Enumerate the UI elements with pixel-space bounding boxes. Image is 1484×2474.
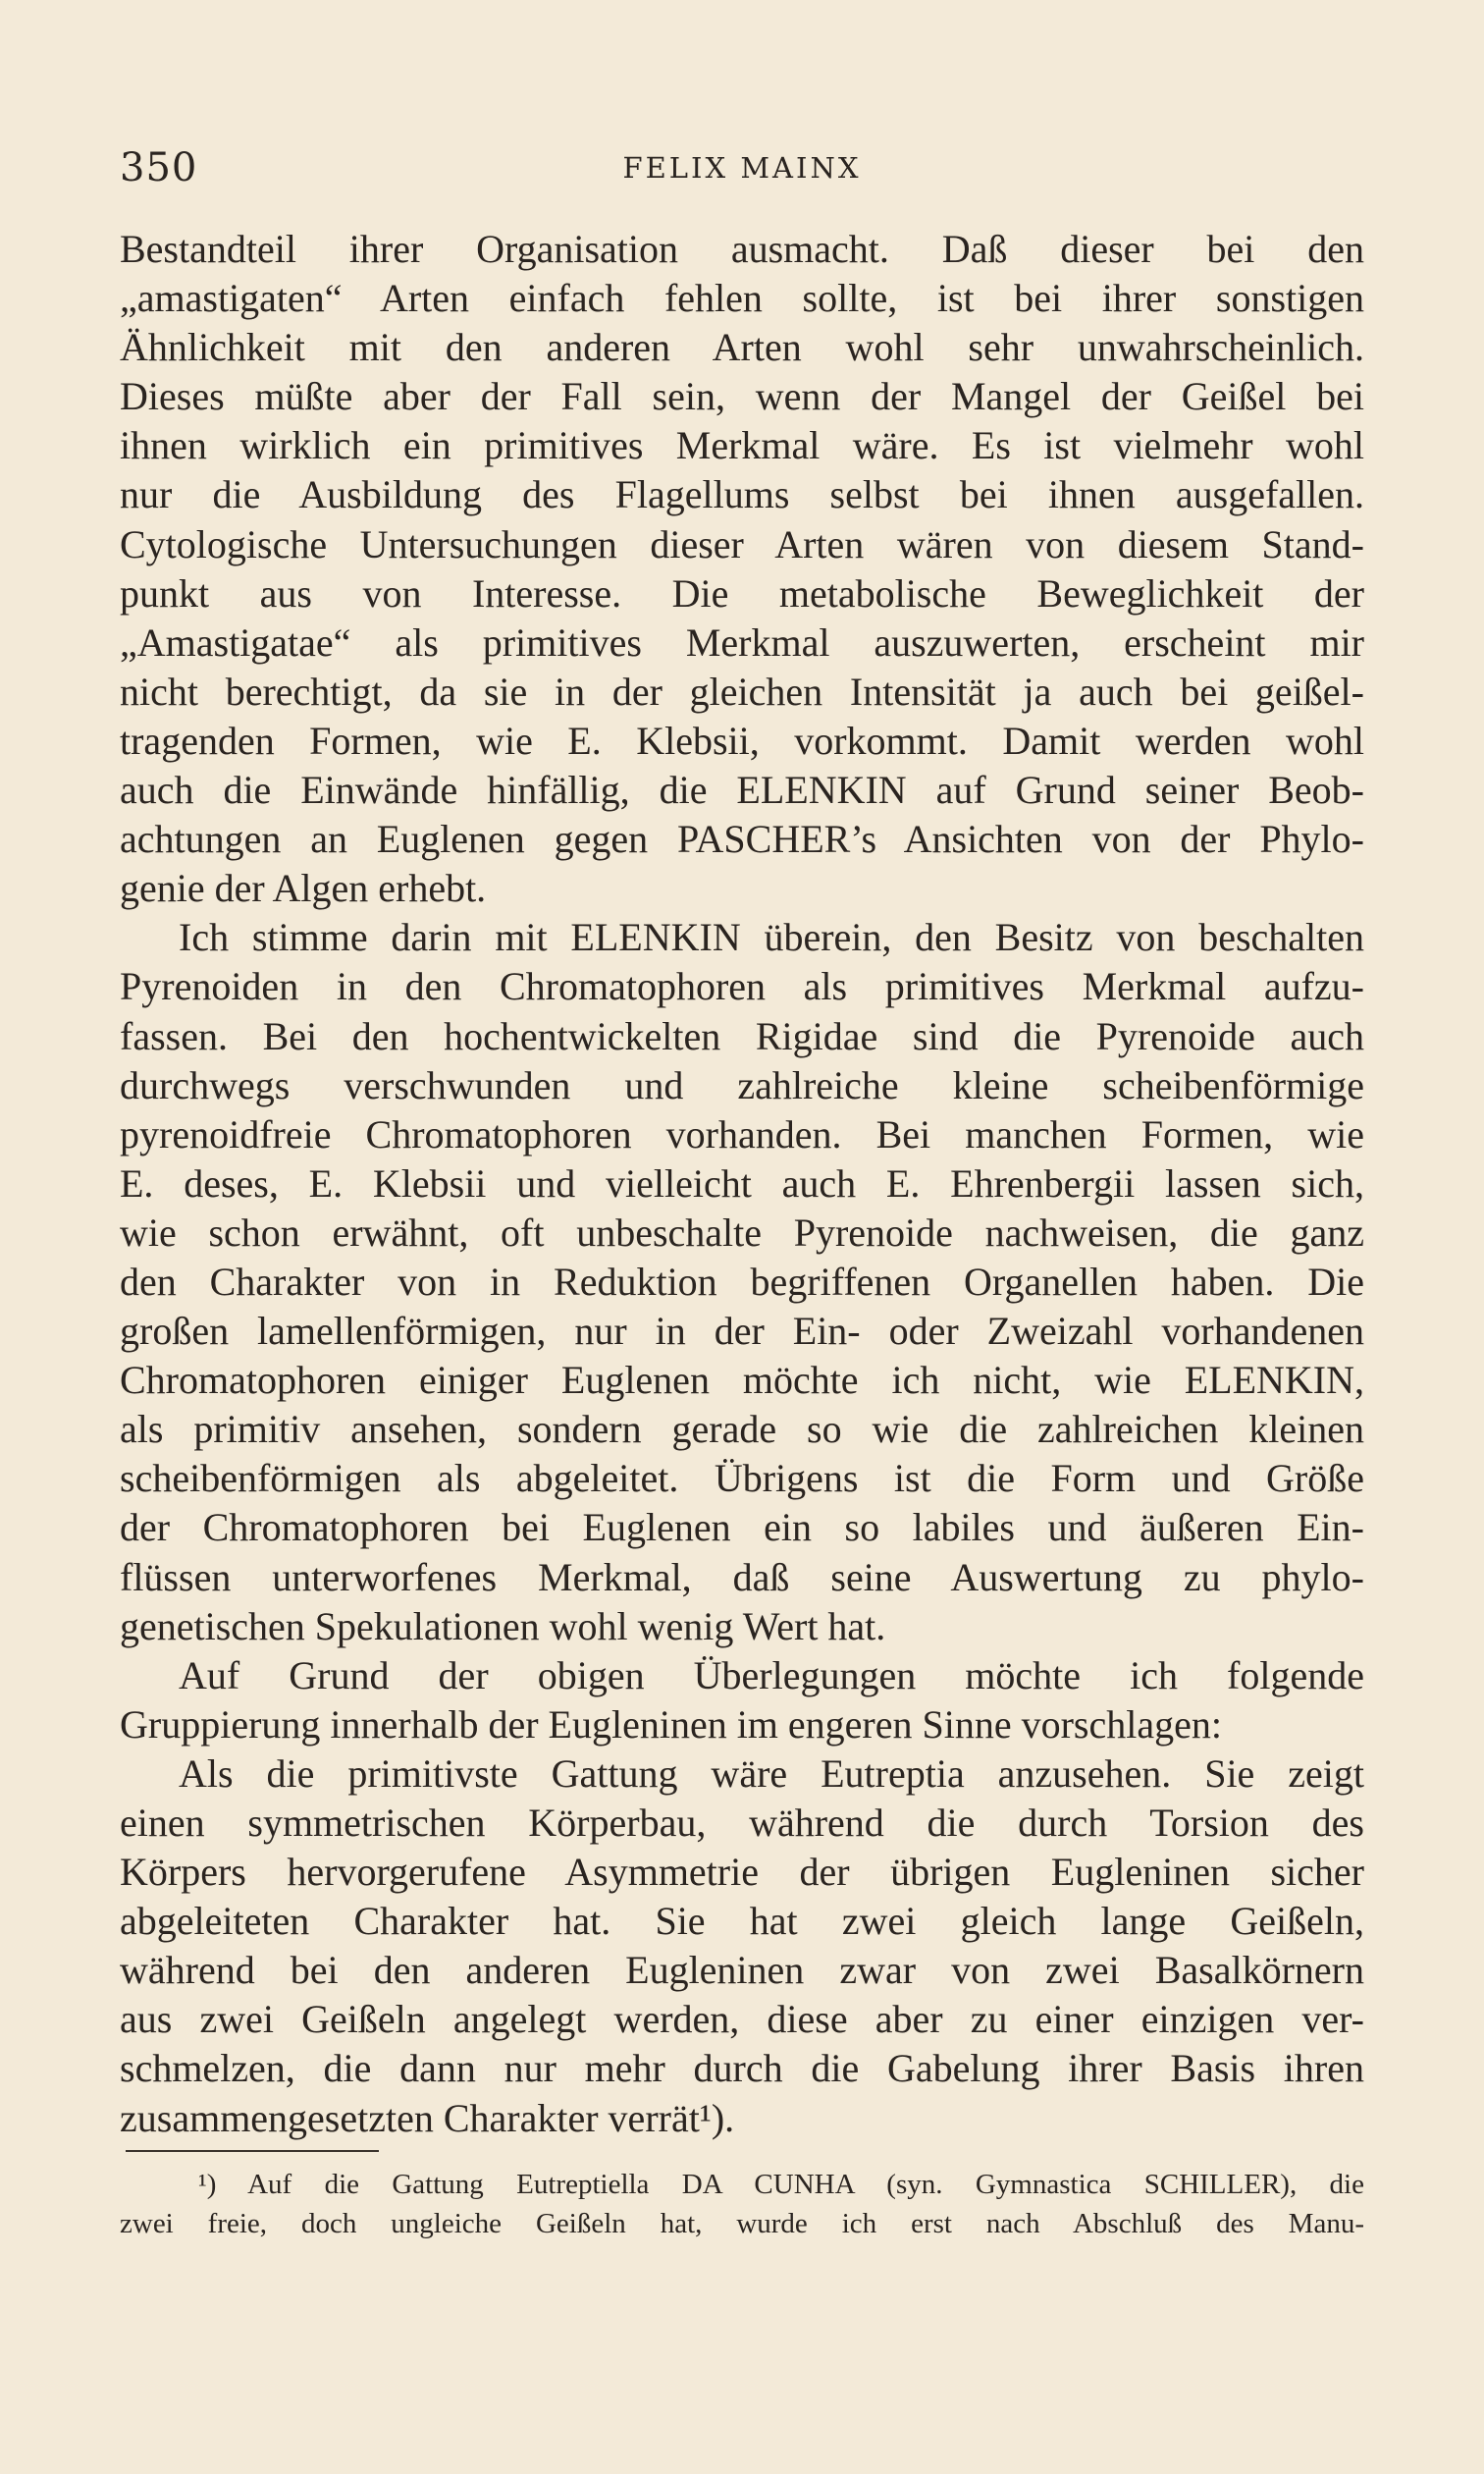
text-line: aus zwei Geißeln angelegt werden, diese aber zu einer einzigen ver- [120, 1997, 1364, 2042]
text-line: Als die primitivste Gattung wäre Eutreptia anzusehen. Sie zeigt [179, 1750, 1364, 1796]
text-line: genetischen Spekulationen wohl wenig Wert hat. [120, 1603, 886, 1648]
text-line: Auf Grund der obigen Überlegungen möchte ich folgende [179, 1652, 1364, 1697]
text-line: „Amastigatae“ als primitives Merkmal auszuwerten, erscheint mir [120, 619, 1364, 665]
text-line: „amastigaten“ Arten einfach fehlen sollte, ist bei ihrer sonstigen [120, 276, 1364, 321]
running-head: FELIX MAINX [622, 151, 862, 185]
text-line: punkt aus von Interesse. Die metabolische Beweglichkeit der [120, 570, 1364, 616]
text-line: nicht berechtigt, da sie in der gleichen Intensität ja auch bei geißel- [120, 669, 1364, 714]
page-number: 350 [120, 145, 198, 190]
text-line: flüssen unterworfenes Merkmal, daß seine Auswertung zu phylo- [120, 1554, 1364, 1599]
text-line: während bei den anderen Eugleninen zwar von zwei Basalkörnern [120, 1948, 1364, 1993]
text-line: durchwegs verschwunden und zahlreiche kleine scheibenförmige [120, 1062, 1364, 1107]
text-line: auch die Einwände hinfällig, die ELENKIN auf Grund seiner Beob- [120, 768, 1364, 813]
footnotes [120, 2165, 1364, 2243]
text-line: Pyrenoiden in den Chromatophoren als primitives Merkmal aufzu- [120, 964, 1364, 1009]
text-line: Ich stimme darin mit ELENKIN überein, den Besitz von beschalten [179, 915, 1364, 960]
text-line: genie der Algen erhebt. [120, 866, 487, 911]
text-line: tragenden Formen, wie E. Klebsii, vorkommt. Damit werden wohl [120, 718, 1364, 763]
text-line: ihnen wirklich ein primitives Merkmal wäre. Es ist vielmehr wohl [120, 423, 1364, 468]
text-line: Ähnlichkeit mit den anderen Arten wohl sehr unwahrscheinlich. [120, 325, 1364, 370]
text-line: als primitiv ansehen, sondern gerade so wie die zahlreichen kleinen [120, 1407, 1364, 1452]
text-line: scheibenförmigen als abgeleitet. Übrigens ist die Form und Größe [120, 1456, 1364, 1501]
text-line: schmelzen, die dann nur mehr durch die Gabelung ihrer Basis ihren [120, 2046, 1364, 2091]
text-line: wie schon erwähnt, oft unbeschalte Pyrenoide nachweisen, die ganz [120, 1210, 1364, 1255]
text-line: Chromatophoren einiger Euglenen möchte ich nicht, wie ELENKIN, [120, 1358, 1364, 1403]
text-line: Bestandteil ihrer Organisation ausmacht. Daß dieser bei den [120, 227, 1364, 271]
footnote-divider [126, 2150, 379, 2152]
text-line: den Charakter von in Reduktion begriffenen Organellen haben. Die [120, 1259, 1364, 1304]
text-line: fassen. Bei den hochentwickelten Rigidae sind die Pyrenoide auch [120, 1013, 1364, 1058]
text-line: Dieses müßte aber der Fall sein, wenn der Mangel der Geißel bei [120, 374, 1364, 419]
body-text [120, 225, 1364, 2143]
text-line: pyrenoidfreie Chromatophoren vorhanden. Bei manchen Formen, wie [120, 1111, 1364, 1156]
text-line: zusammengesetzten Charakter verrät¹). [120, 2095, 735, 2140]
page-header [120, 145, 1364, 194]
text-line: Cytologische Untersuchungen dieser Arten wären von diesem Stand- [120, 521, 1364, 566]
text-line: nur die Ausbildung des Flagellums selbst bei ihnen ausgefallen. [120, 472, 1364, 517]
text-line: Gruppierung innerhalb der Eugleninen im engeren Sinne vorschlagen: [120, 1701, 1222, 1747]
text-line: einen symmetrischen Körperbau, während die durch Torsion des [120, 1801, 1364, 1845]
text-line: achtungen an Euglenen gegen PASCHER’s Ansichten von der Phylo- [120, 817, 1364, 862]
text-line: abgeleiteten Charakter hat. Sie hat zwei gleich lange Geißeln, [120, 1899, 1364, 1944]
text-line: E. deses, E. Klebsii und vielleicht auch E. Ehrenbergii lassen sich, [120, 1160, 1364, 1206]
text-line: Körpers hervorgerufene Asymmetrie der übrigen Eugleninen sicher [120, 1850, 1364, 1895]
text-line: großen lamellenförmigen, nur in der Ein- oder Zweizahl vorhandenen [120, 1309, 1364, 1354]
footnote-line: zwei freie, doch ungleiche Geißeln hat, wurde ich erst nach Abschluß des Manu- [120, 2208, 1364, 2239]
text-line: der Chromatophoren bei Euglenen ein so labiles und äußeren Ein- [120, 1505, 1364, 1550]
footnote-line: ¹) Auf die Gattung Eutreptiella DA CUNHA (syn. Gymnastica SCHILLER), die [198, 2169, 1364, 2200]
